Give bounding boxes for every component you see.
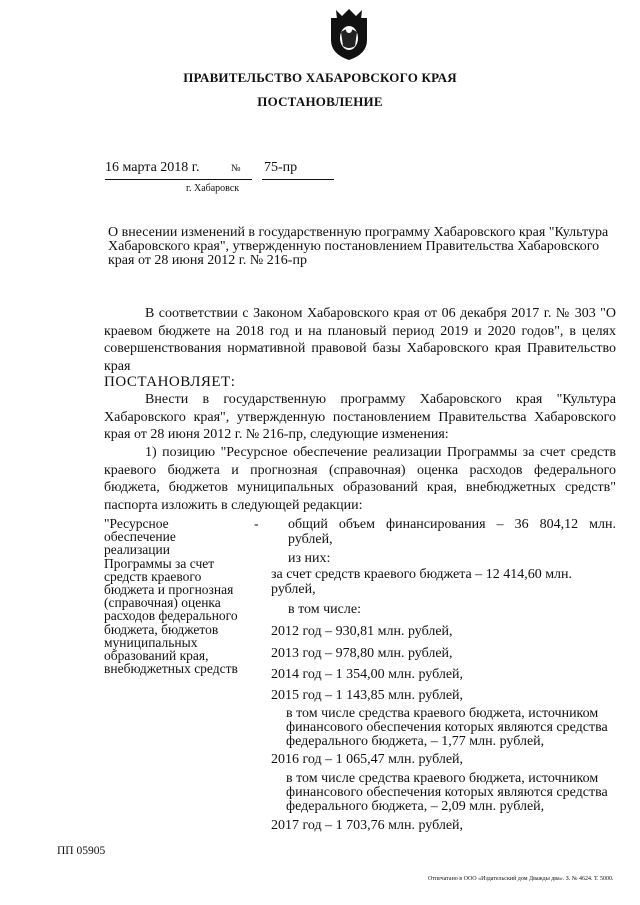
amendment-paragraph: Внести в государственную программу Хабаровского края "Культура Хабаровского края", утвержденную постановлением Правительства Хабаровского края от 28 июня 2012 г. № 216-пр, следующие изменения:	[104, 392, 616, 442]
document-type: ПОСТАНОВЛЕНИЕ	[257, 94, 383, 109]
passport-dash: -	[254, 517, 259, 532]
document-date: 16 марта 2018 г.	[105, 160, 200, 175]
coat-of-arms-icon	[327, 6, 371, 62]
resolves-heading: ПОСТАНОВЛЯЕТ:	[104, 374, 236, 390]
government-title: ПРАВИТЕЛЬСТВО ХАБАРОВСКОГО КРАЯ	[183, 70, 457, 85]
year-2017-funding: 2017 год – 1 703,76 млн. рублей,	[271, 818, 464, 833]
date-underline	[105, 179, 252, 180]
year-2016-federal-note: в том числе средства краевого бюджета, источником финансового обеспечения которых являются средства федерального бюджета, – 2,09 млн. рублей,	[286, 771, 608, 814]
regional-budget-funding: за счет средств краевого бюджета – 12 414,60 млн. рублей,	[271, 567, 573, 597]
item-1-paragraph: 1) позицию "Ресурсное обеспечение реализации Программы за счет средств краевого бюджета и прогнозная (справочная) оценка расходов федерального бюджета, бюджетов муниципальных образований края, внебюджетных средств" паспорта изложить в следующей редакции:	[104, 445, 616, 513]
document-city: г. Хабаровск	[186, 183, 240, 194]
including-label: в том числе:	[288, 602, 361, 617]
year-2012-funding: 2012 год – 930,81 млн. рублей,	[271, 624, 453, 639]
document-subject: О внесении изменений в государственную программу Хабаровского края "Культура Хабаровского края", утвержденную постановлением Правительства Хабаровского края от 28 июня 2012 г. № 216-пр	[108, 225, 609, 268]
year-2015-funding: 2015 год – 1 143,85 млн. рублей,	[271, 688, 464, 703]
number-underline	[262, 179, 334, 180]
passport-position-label: "Ресурсное обеспечение реализации Программы за счет средств краевого бюджета и прогнозная (справочная) оценка расходов федерального бюджета, бюджетов муниципальных образований края, внебюджетных средств	[104, 516, 238, 677]
document-number: 75-пр	[264, 160, 298, 175]
of-them-label: из них:	[288, 551, 331, 566]
year-2014-funding: 2014 год – 1 354,00 млн. рублей,	[271, 667, 464, 682]
printer-imprint: Отпечатано в ООО «Издательский дом Дважды два». З. № 4624. Т. 5000.	[428, 876, 614, 882]
number-label: №	[231, 163, 241, 174]
total-funding: общий объем финансирования – 36 804,12 млн. рублей,	[288, 517, 616, 547]
preamble-paragraph: В соответствии с Законом Хабаровского края от 06 декабря 2017 г. № 303 "О краевом бюджете на 2018 год и на плановый период 2019 и 2020 годов", в целях совершенствования нормативной правовой базы Хабаровского края Правительство края	[104, 306, 616, 374]
year-2016-funding: 2016 год – 1 065,47 млн. рублей,	[271, 752, 464, 767]
document-code: ПП 05905	[57, 845, 106, 857]
year-2015-federal-note: в том числе средства краевого бюджета, источником финансового обеспечения которых являются средства федерального бюджета, – 1,77 млн. рублей,	[286, 706, 608, 749]
year-2013-funding: 2013 год – 978,80 млн. рублей,	[271, 646, 453, 661]
